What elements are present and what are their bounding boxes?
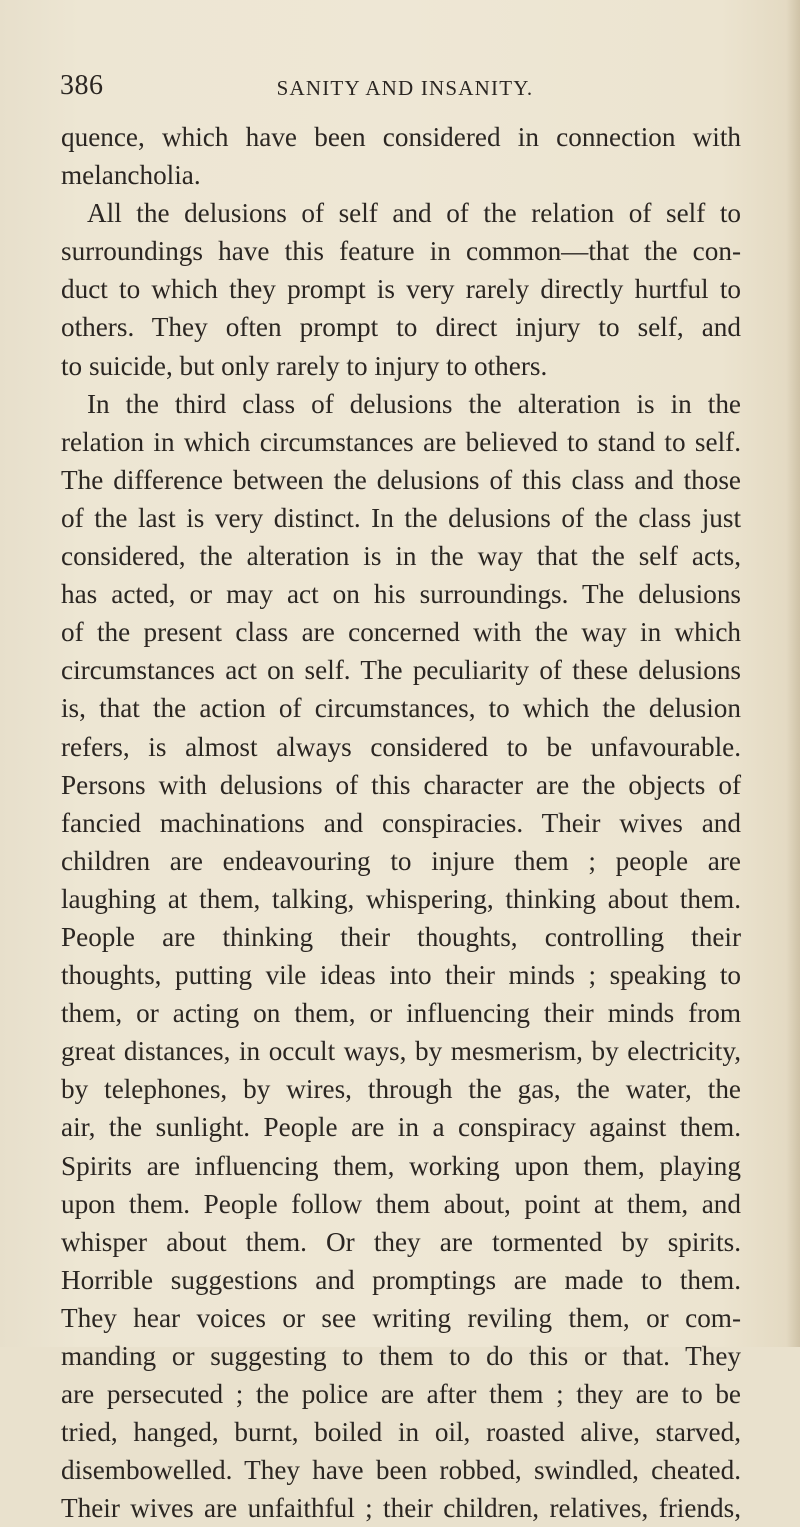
text-line: children are endeavouring to injure them ; people are [61, 845, 741, 876]
text-line: upon them. People follow them about, point at them, and [61, 1188, 741, 1219]
text-line: duct to which they prompt is very rarely directly hurtful to [61, 274, 741, 305]
text-line: them, or acting on them, or influencing their minds from [61, 998, 741, 1029]
text-line: manding or suggesting to them to do this or that. They [61, 1341, 741, 1371]
text-line: They hear voices or see writing reviling them, or com- [61, 1302, 741, 1333]
text-line: circumstances act on self. The peculiarity of these delusions [61, 655, 741, 686]
text-line: great distances, in occult ways, by mesmerism, by electricity, [61, 1036, 741, 1067]
page-edge-shadow [786, 0, 800, 1347]
text-line: relation in which circumstances are believed to stand to self. [61, 426, 741, 457]
text-line: of the last is very distinct. In the delusions of the class just [61, 502, 741, 533]
text-line: thoughts, putting vile ideas into their minds ; speaking to [61, 960, 741, 991]
text-line: to suicide, but only rarely to injury to others. [61, 350, 548, 381]
text-line: by telephones, by wires, through the gas, the water, the [61, 1074, 741, 1105]
text-line: The difference between the delusions of this class and those [61, 464, 741, 495]
text-line: Persons with delusions of this character are the objects of [61, 769, 741, 800]
text-line: laughing at them, talking, whispering, thinking about them. [61, 883, 741, 914]
text-line: of the present class are concerned with the way in which [61, 617, 741, 648]
text-line: surroundings have this feature in common—that the con- [61, 236, 741, 267]
text-line: People are thinking their thoughts, controlling their [61, 921, 741, 952]
text-line: melancholia. [61, 160, 201, 191]
text-line: In the third class of delusions the alteration is in the [87, 388, 741, 419]
text-line: air, the sunlight. People are in a conspiracy against them. [61, 1112, 741, 1143]
page-header [60, 70, 750, 110]
text-line: refers, is almost always considered to be unfavourable. [61, 731, 741, 762]
text-line: considered, the alteration is in the way that the self acts, [61, 541, 741, 572]
text-line: others. They often prompt to direct injury to self, and [61, 312, 741, 343]
text-line: are persecuted ; the police are after them ; they are to be [61, 1379, 741, 1410]
text-line: Spirits are influencing them, working upon them, playing [61, 1150, 741, 1181]
text-line: All the delusions of self and of the relation of self to [87, 198, 741, 229]
text-line: tried, hanged, burnt, boiled in oil, roasted alive, starved, [61, 1417, 741, 1448]
running-title: SANITY AND INSANITY. [276, 76, 534, 100]
body-text [61, 118, 741, 1527]
text-line: Horrible suggestions and promptings are made to them. [61, 1264, 741, 1295]
text-line: has acted, or may act on his surroundings. The delusions [61, 579, 741, 610]
text-line: disembowelled. They have been robbed, swindled, cheated. [61, 1455, 741, 1486]
page-number: 386 [60, 70, 104, 101]
text-line: Their wives are unfaithful ; their children, relatives, friends, [61, 1493, 741, 1524]
text-line: fancied machinations and conspiracies. Their wives and [61, 807, 741, 838]
text-line: is, that the action of circumstances, to which the delusion [61, 693, 741, 724]
text-line: whisper about them. Or they are tormented by spirits. [61, 1226, 741, 1257]
text-line: quence, which have been considered in connection with [61, 122, 741, 152]
